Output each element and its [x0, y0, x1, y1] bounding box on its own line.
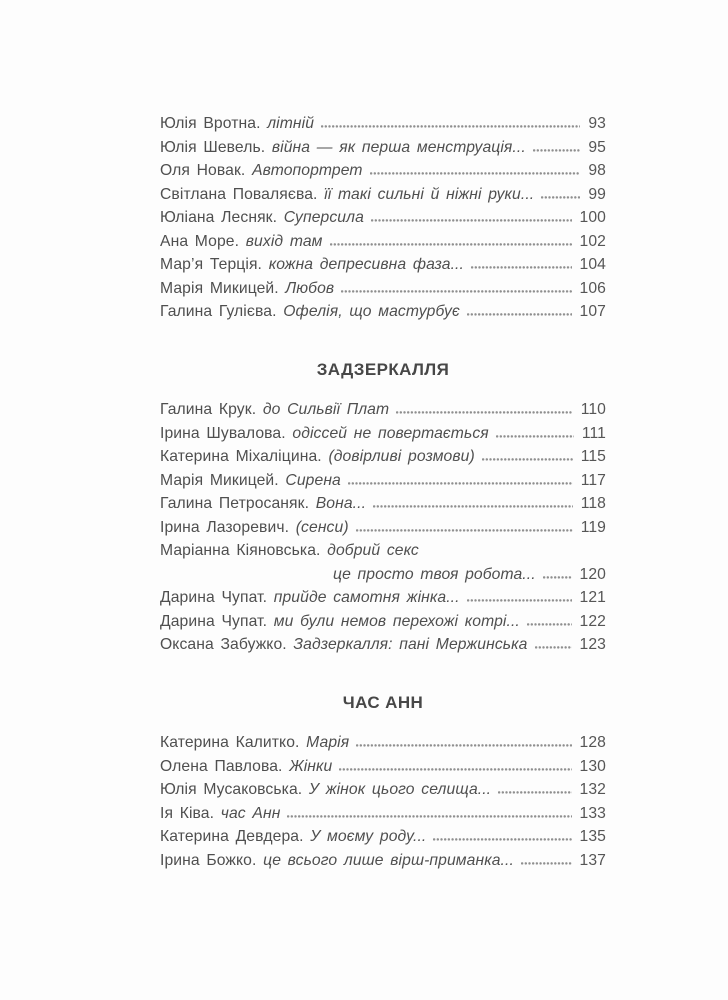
- dot-leader: [396, 411, 573, 414]
- entry-title: це всього лише вірш-приманка...: [263, 851, 514, 869]
- entry-text: [160, 586, 460, 610]
- entry-author: Ана Море.: [160, 232, 240, 250]
- entry-author: Галина Крук.: [160, 401, 257, 418]
- entry-author: Маріанна Кіяновська.: [160, 542, 321, 559]
- entry-text: [160, 539, 419, 563]
- entry-page-number: 111: [581, 424, 606, 442]
- entry-text: [160, 849, 514, 873]
- toc-entry: [160, 492, 606, 516]
- entry-page-number: 100: [579, 209, 606, 226]
- entry-page-number: 117: [580, 471, 606, 489]
- dot-leader: [321, 125, 580, 128]
- toc-entry: [160, 300, 606, 324]
- dot-leader: [370, 172, 581, 175]
- toc-entry: [160, 539, 606, 586]
- entry-author: Юліана Лесняк.: [160, 209, 278, 226]
- entry-author: Мар’я Терція.: [160, 256, 263, 273]
- entry-author: Марія Микицей.: [160, 471, 279, 489]
- dot-leader: [356, 744, 571, 747]
- entry-author: Ірина Божко.: [160, 851, 257, 869]
- entry-text: [160, 422, 489, 446]
- entry-title: прийде самотня жінка...: [273, 589, 460, 606]
- entry-page-number: 110: [580, 401, 606, 418]
- entry-page-number: 122: [579, 612, 606, 630]
- toc-entry: [160, 445, 606, 469]
- entry-title: Суперсила: [283, 209, 364, 226]
- entry-author: Марія Микицей.: [160, 279, 279, 297]
- dot-leader: [533, 149, 581, 152]
- entry-text: [160, 825, 426, 849]
- entry-author: Дарина Чупат.: [160, 612, 268, 630]
- section-heading: ЗАДЗЕРКАЛЛЯ: [316, 359, 450, 379]
- toc-entry: [160, 610, 606, 634]
- entry-text: [160, 731, 349, 755]
- dot-leader: [433, 838, 571, 841]
- entry-page-number: 93: [588, 115, 606, 132]
- entry-author: Галина Гулієва.: [160, 303, 277, 320]
- entry-author: Оля Новак.: [160, 162, 246, 179]
- toc-entry: [160, 586, 606, 610]
- entry-page-number: 106: [579, 279, 606, 297]
- entry-page-number: 132: [579, 781, 606, 798]
- dot-leader: [543, 576, 572, 579]
- entry-author: Ірина Шувалова.: [160, 424, 286, 442]
- entry-text: [160, 445, 475, 469]
- entry-text: [160, 755, 332, 779]
- entry-title: літній: [267, 115, 315, 132]
- toc-entry: [160, 731, 606, 755]
- dot-leader: [471, 266, 572, 269]
- toc-entry: [160, 422, 606, 446]
- toc-entry: [160, 398, 606, 422]
- entry-text: [160, 112, 314, 136]
- toc-entry: [160, 136, 606, 160]
- entry-page-number: 104: [579, 256, 606, 273]
- entry-page-number: 123: [579, 636, 606, 653]
- toc-list: [160, 731, 606, 872]
- entry-title: час Анн: [220, 804, 281, 822]
- dot-leader: [467, 599, 572, 602]
- entry-page-number: 119: [580, 518, 606, 536]
- dot-leader: [330, 243, 572, 246]
- entry-title: добрий секс: [327, 542, 419, 559]
- entry-text: [160, 492, 366, 516]
- toc-entry: [160, 112, 606, 136]
- entry-author: Ірина Лазоревич.: [160, 518, 290, 536]
- entry-page-number: 128: [579, 734, 606, 751]
- toc-section-continued: [160, 112, 606, 324]
- dot-leader: [467, 313, 572, 316]
- entry-author: Оксана Забужко.: [160, 636, 287, 653]
- entry-title: одіссей не повертається: [292, 424, 489, 442]
- section-heading: ЧАС АНН: [342, 692, 424, 712]
- entry-title-continuation: це просто твоя робота...: [333, 565, 536, 583]
- dot-leader: [339, 768, 571, 771]
- toc-entry: [160, 277, 606, 301]
- entry-author: Катерина Девдера.: [160, 828, 304, 845]
- dot-leader: [371, 219, 572, 222]
- toc-entry: [160, 778, 606, 802]
- entry-author: Світлана Поваляєва.: [160, 185, 318, 203]
- entry-title: Любов: [285, 279, 335, 297]
- entry-title: (довірливі розмови): [328, 448, 475, 465]
- entry-author: Ія Ківа.: [160, 804, 215, 822]
- entry-text: [160, 398, 389, 422]
- entry-text: [160, 633, 528, 657]
- entry-author: Олена Павлова.: [160, 757, 283, 775]
- entry-title: вихід там: [245, 232, 323, 250]
- entry-author: Катерина Міхаліцина.: [160, 448, 322, 465]
- entry-text: [160, 469, 341, 493]
- toc-entry: [160, 849, 606, 873]
- entry-text: [160, 206, 364, 230]
- entry-page-number: 118: [580, 495, 606, 512]
- entry-text: [160, 802, 280, 826]
- toc-list: [160, 398, 606, 657]
- entry-text: [160, 610, 520, 634]
- toc-entry: [160, 183, 606, 207]
- entry-author: Юлія Шевель.: [160, 138, 266, 156]
- dot-leader: [482, 458, 573, 461]
- entry-title: її такі сильні й ніжні руки...: [324, 185, 535, 203]
- entry-page-number: 133: [579, 804, 606, 822]
- entry-author: Катерина Калитко.: [160, 734, 300, 751]
- entry-title: Задзеркалля: пані Мержинська: [293, 636, 528, 653]
- entry-title: кожна депресивна фаза...: [268, 256, 464, 273]
- entry-title: Марія: [306, 734, 350, 751]
- entry-page-number: 115: [580, 448, 606, 465]
- entry-first-line: [160, 539, 606, 563]
- entry-page-number: 130: [579, 757, 606, 775]
- dot-leader: [341, 290, 571, 293]
- entry-text: [160, 277, 334, 301]
- dot-leader: [356, 529, 573, 532]
- entry-title: Сирена: [285, 471, 341, 489]
- toc-entry: [160, 206, 606, 230]
- dot-leader: [496, 435, 574, 438]
- entry-title: Жінки: [289, 757, 333, 775]
- entry-page-number: 135: [579, 828, 606, 845]
- entry-author: Юлія Вротна.: [160, 115, 261, 132]
- entry-title: до Сильвії Плат: [262, 401, 390, 418]
- entry-page-number: 121: [579, 589, 606, 606]
- dot-leader: [287, 815, 571, 818]
- entry-title: Вона...: [315, 495, 367, 512]
- entry-page-number: 137: [579, 851, 606, 869]
- entry-title: У моєму роду...: [310, 828, 427, 845]
- dot-leader: [348, 482, 573, 485]
- entry-author: Юлія Мусаковська.: [160, 781, 303, 798]
- toc-entry: [160, 230, 606, 254]
- dot-leader: [521, 862, 572, 865]
- dot-leader: [541, 196, 580, 199]
- entry-author: Галина Петросаняк.: [160, 495, 310, 512]
- entry-text: [160, 516, 349, 540]
- entry-page-number: 95: [588, 138, 606, 156]
- toc-entry: [160, 825, 606, 849]
- entry-text: [160, 136, 526, 160]
- entry-author: Дарина Чупат.: [160, 589, 268, 606]
- entry-page-number: 102: [579, 232, 606, 250]
- entry-title: ми були немов перехожі котрі...: [273, 612, 520, 630]
- entry-page-number: 107: [579, 303, 606, 320]
- toc-entry: [160, 633, 606, 657]
- entry-text: [160, 183, 534, 207]
- entry-title: (сенси): [295, 518, 349, 536]
- toc-section-zadzerkallia: [160, 358, 606, 657]
- entry-title: війна — як перша менструація...: [271, 138, 526, 156]
- dot-leader: [498, 791, 571, 794]
- dot-leader: [535, 646, 572, 649]
- toc-entry: [160, 516, 606, 540]
- entry-page-number: 98: [588, 162, 606, 179]
- dot-leader: [527, 623, 572, 626]
- toc-entry: [160, 159, 606, 183]
- entry-page-number: 120: [579, 565, 606, 583]
- entry-text: [160, 300, 460, 324]
- entry-page-number: 99: [588, 185, 606, 203]
- toc-entry: [160, 253, 606, 277]
- toc-entry: [160, 469, 606, 493]
- entry-title: У жінок цього селища...: [308, 781, 492, 798]
- entry-title: Автопортрет: [252, 162, 363, 179]
- entry-text: [160, 778, 491, 802]
- dot-leader: [373, 505, 573, 508]
- entry-text: [160, 230, 323, 254]
- toc-entry: [160, 802, 606, 826]
- toc-section-chas-ann: [160, 691, 606, 873]
- toc-entry: [160, 755, 606, 779]
- entry-text: [160, 159, 363, 183]
- entry-text: [160, 253, 464, 277]
- entry-continuation-line: [160, 563, 606, 587]
- toc-list: [160, 112, 606, 324]
- entry-title: Офелія, що мастурбує: [283, 303, 460, 320]
